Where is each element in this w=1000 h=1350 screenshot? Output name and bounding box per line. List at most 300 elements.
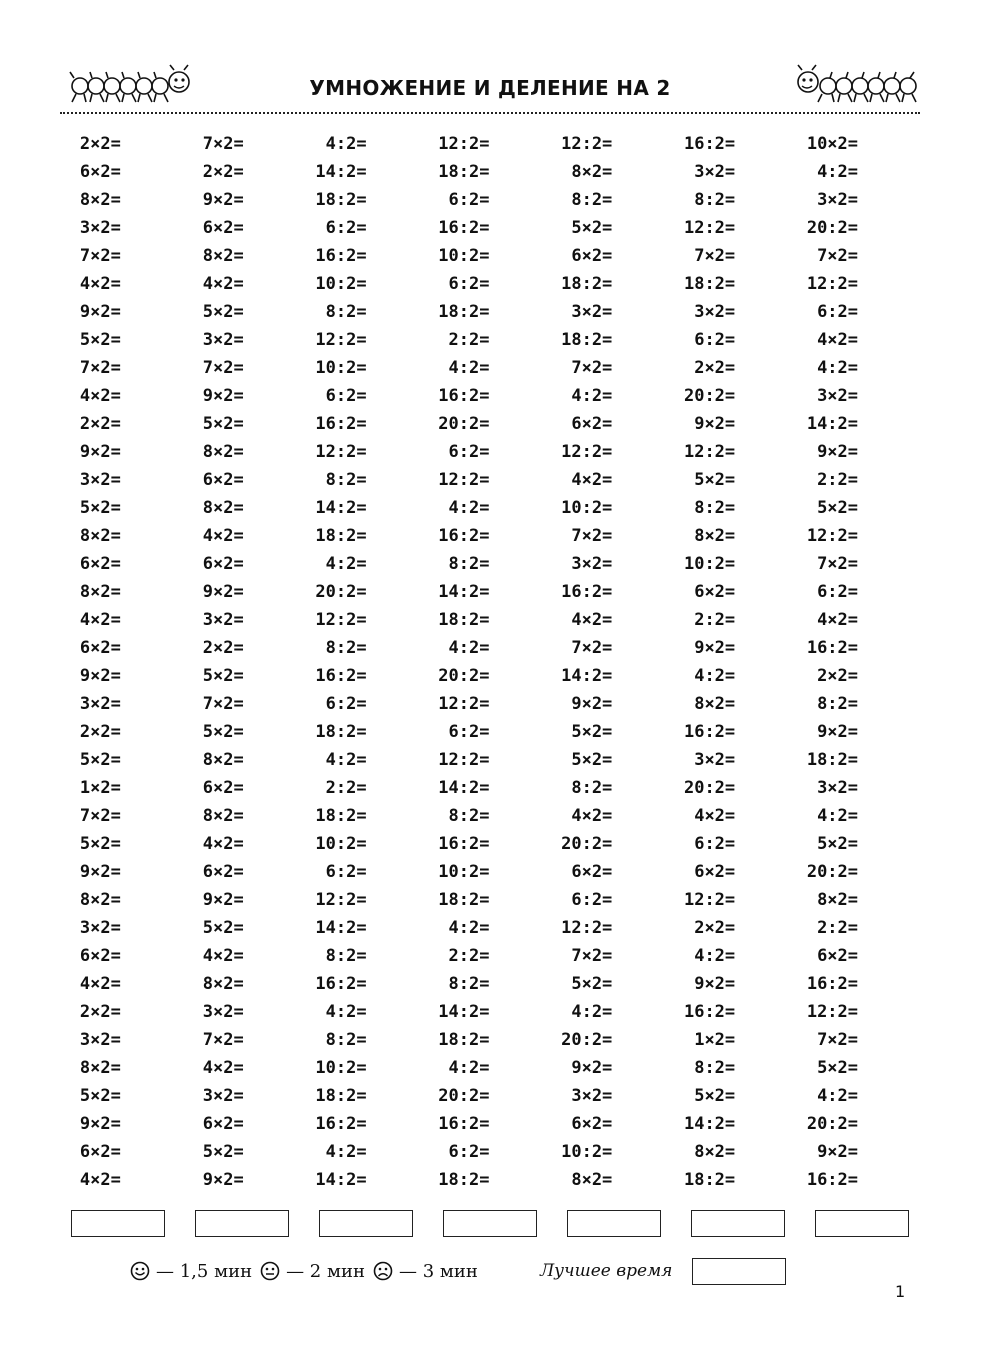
exercise-item: 6:2= (448, 442, 490, 462)
exercise-item: 20:2= (806, 862, 859, 882)
exercise-item: 10:2= (561, 498, 613, 518)
exercise-item: 6×2= (79, 946, 121, 966)
exercise-item: 7×2= (202, 358, 244, 378)
exercise-item: 4:2= (817, 1086, 859, 1106)
exercise-item: 6:2= (571, 890, 613, 910)
exercise-item: 8:2= (448, 554, 490, 574)
legend-text: — 1,5 мин (156, 1260, 253, 1282)
exercise-item: 7×2= (79, 246, 121, 266)
best-time (540, 1256, 786, 1286)
exercise-item: 2:2= (694, 610, 736, 630)
answer-box[interactable] (443, 1210, 537, 1237)
smile-face-icon (130, 1261, 150, 1281)
exercise-row (60, 578, 920, 606)
exercise-row (60, 550, 920, 578)
exercise-item: 4:2= (571, 1002, 613, 1022)
exercise-item: 16:2= (438, 1114, 490, 1134)
exercise-item: 5×2= (571, 750, 613, 770)
exercise-row (60, 774, 920, 802)
exercise-item: 10:2= (438, 246, 490, 266)
exercise-item: 6×2= (694, 862, 736, 882)
exercise-item: 3×2= (79, 470, 121, 490)
exercise-item: 6:2= (817, 302, 859, 322)
exercise-item: 4×2= (79, 1170, 121, 1190)
exercise-row (60, 858, 920, 886)
exercise-item: 9×2= (817, 442, 859, 462)
exercise-item: 12:2= (315, 610, 367, 630)
exercise-item: 5×2= (202, 666, 244, 686)
exercise-item: 3×2= (202, 610, 244, 630)
exercise-item: 3×2= (817, 386, 859, 406)
exercise-item: 8×2= (202, 442, 244, 462)
exercise-item: 6×2= (202, 554, 244, 574)
exercise-item: 8×2= (571, 162, 613, 182)
exercise-row (60, 214, 920, 242)
exercise-item: 16:2= (806, 974, 859, 994)
best-time-box[interactable] (692, 1258, 786, 1285)
exercise-item: 3×2= (817, 190, 859, 210)
exercise-item: 12:2= (315, 442, 367, 462)
sad-face-icon (373, 1261, 393, 1281)
header-divider (60, 112, 920, 114)
exercise-row (60, 830, 920, 858)
exercise-item: 14:2= (438, 1002, 490, 1022)
exercise-item: 12:2= (683, 442, 736, 462)
exercise-item: 4:2= (325, 554, 367, 574)
exercise-item: 5×2= (694, 1086, 736, 1106)
exercise-item: 8×2= (202, 498, 244, 518)
exercise-item: 4:2= (325, 1002, 367, 1022)
exercise-item: 3×2= (694, 302, 736, 322)
exercise-row (60, 522, 920, 550)
exercise-row (60, 606, 920, 634)
exercise-row (60, 186, 920, 214)
exercise-row (60, 382, 920, 410)
exercise-row (60, 998, 920, 1026)
exercise-item: 2×2= (694, 918, 736, 938)
exercise-item: 9×2= (817, 1142, 859, 1162)
exercise-item: 20:2= (315, 582, 367, 602)
exercise-item: 8:2= (571, 778, 613, 798)
exercise-item: 7×2= (79, 358, 121, 378)
exercise-item: 4:2= (817, 162, 859, 182)
time-legend (130, 1256, 486, 1286)
exercise-item: 7×2= (202, 694, 244, 714)
answer-box[interactable] (71, 1210, 165, 1237)
exercise-item: 5×2= (202, 1142, 244, 1162)
exercise-item: 6×2= (817, 946, 859, 966)
exercise-item: 5×2= (202, 918, 244, 938)
exercise-item: 8:2= (817, 694, 859, 714)
exercise-item: 2:2= (448, 946, 490, 966)
exercise-item: 14:2= (438, 582, 490, 602)
exercise-item: 4×2= (571, 806, 613, 826)
exercise-item: 4:2= (817, 806, 859, 826)
exercise-item: 5×2= (79, 498, 121, 518)
exercise-row (60, 1054, 920, 1082)
exercise-item: 12:2= (561, 442, 613, 462)
exercise-item: 4:2= (325, 1142, 367, 1162)
exercise-item: 8:2= (325, 638, 367, 658)
exercise-item: 4×2= (571, 610, 613, 630)
exercise-item: 4:2= (448, 498, 490, 518)
exercise-item: 8×2= (202, 750, 244, 770)
exercise-item: 10:2= (438, 862, 490, 882)
exercise-item: 8×2= (202, 974, 244, 994)
exercise-row (60, 746, 920, 774)
exercise-item: 10:2= (315, 358, 367, 378)
exercise-item: 8×2= (202, 246, 244, 266)
exercise-row (60, 1166, 920, 1194)
exercise-item: 16:2= (315, 414, 367, 434)
exercise-item: 6×2= (571, 414, 613, 434)
exercise-item: 10:2= (315, 834, 367, 854)
exercise-item: 5×2= (694, 470, 736, 490)
exercise-row (60, 718, 920, 746)
exercise-item: 20:2= (438, 666, 490, 686)
exercise-row (60, 326, 920, 354)
exercise-item: 9×2= (79, 862, 121, 882)
exercise-item: 14:2= (683, 1114, 736, 1134)
exercise-row (60, 942, 920, 970)
exercise-item: 6×2= (571, 246, 613, 266)
exercise-item: 2×2= (694, 358, 736, 378)
exercise-row (60, 1026, 920, 1054)
exercise-item: 1×2= (694, 1030, 736, 1050)
exercise-item: 5×2= (79, 330, 121, 350)
exercise-item: 18:2= (561, 274, 613, 294)
exercise-item: 20:2= (683, 386, 736, 406)
exercise-item: 9×2= (79, 302, 121, 322)
exercise-item: 16:2= (315, 246, 367, 266)
exercise-item: 12:2= (683, 890, 736, 910)
exercise-item: 16:2= (315, 666, 367, 686)
exercise-item: 12:2= (315, 890, 367, 910)
exercise-item: 6×2= (571, 862, 613, 882)
exercise-item: 9×2= (202, 190, 244, 210)
exercise-item: 4×2= (79, 386, 121, 406)
exercise-item: 2:2= (817, 470, 859, 490)
exercise-item: 5×2= (202, 302, 244, 322)
exercise-item: 4:2= (448, 638, 490, 658)
exercise-item: 5×2= (817, 1058, 859, 1078)
exercise-item: 9×2= (202, 1170, 244, 1190)
exercise-item: 6:2= (448, 274, 490, 294)
exercise-item: 4×2= (202, 274, 244, 294)
exercise-item: 18:2= (438, 610, 490, 630)
exercise-item: 8×2= (79, 1058, 121, 1078)
exercise-item: 8:2= (694, 498, 736, 518)
exercise-row (60, 1138, 920, 1166)
exercise-item: 1×2= (79, 778, 121, 798)
exercise-item: 18:2= (683, 1170, 736, 1190)
exercise-item: 6×2= (79, 1142, 121, 1162)
exercise-item: 14:2= (315, 498, 367, 518)
exercise-item: 18:2= (438, 1030, 490, 1050)
exercise-item: 9×2= (202, 386, 244, 406)
exercise-item: 2:2= (817, 918, 859, 938)
exercise-item: 8×2= (817, 890, 859, 910)
exercise-item: 3×2= (202, 1086, 244, 1106)
exercise-item: 6×2= (202, 218, 244, 238)
exercise-item: 5×2= (571, 974, 613, 994)
exercise-item: 4:2= (694, 946, 736, 966)
exercise-item: 7×2= (694, 246, 736, 266)
exercise-item: 14:2= (315, 162, 367, 182)
answer-box[interactable] (567, 1210, 661, 1237)
legend-text: — 2 мин (286, 1260, 365, 1282)
exercise-item: 16:2= (438, 526, 490, 546)
exercise-item: 3×2= (79, 694, 121, 714)
exercise-item: 9×2= (694, 638, 736, 658)
exercise-item: 8×2= (202, 806, 244, 826)
exercise-row (60, 354, 920, 382)
exercise-item: 8:2= (571, 190, 613, 210)
exercise-item: 6:2= (448, 1142, 490, 1162)
exercise-item: 6:2= (325, 218, 367, 238)
exercise-item: 7×2= (202, 134, 244, 154)
exercise-item: 6×2= (202, 778, 244, 798)
answer-box[interactable] (691, 1210, 785, 1237)
exercise-item: 7×2= (817, 1030, 859, 1050)
exercise-item: 14:2= (438, 778, 490, 798)
exercise-item: 6×2= (202, 1114, 244, 1134)
exercise-item: 4:2= (325, 134, 367, 154)
exercise-item: 4×2= (817, 330, 859, 350)
exercise-item: 8×2= (79, 190, 121, 210)
exercise-item: 8×2= (79, 890, 121, 910)
exercise-item: 18:2= (438, 1170, 490, 1190)
exercise-item: 16:2= (438, 218, 490, 238)
exercise-item: 7×2= (79, 806, 121, 826)
exercise-item: 3×2= (202, 330, 244, 350)
exercise-item: 4:2= (448, 358, 490, 378)
exercise-row (60, 1110, 920, 1138)
exercise-item: 5×2= (571, 218, 613, 238)
exercise-item: 6×2= (694, 582, 736, 602)
exercise-item: 4×2= (571, 470, 613, 490)
exercise-item: 18:2= (683, 274, 736, 294)
exercise-item: 12:2= (438, 750, 490, 770)
exercise-grid (60, 130, 920, 1194)
exercise-item: 6×2= (79, 162, 121, 182)
exercise-item: 8:2= (694, 190, 736, 210)
exercise-item: 18:2= (561, 330, 613, 350)
exercise-item: 9×2= (79, 666, 121, 686)
legend-text: — 3 мин (398, 1260, 478, 1282)
answer-box[interactable] (319, 1210, 413, 1237)
answer-box[interactable] (195, 1210, 289, 1237)
exercise-item: 8:2= (325, 946, 367, 966)
exercise-item: 2×2= (79, 414, 121, 434)
exercise-item: 3×2= (79, 1030, 121, 1050)
neutral-face-icon (260, 1261, 280, 1281)
exercise-item: 12:2= (438, 134, 490, 154)
exercise-row (60, 914, 920, 942)
exercise-item: 8:2= (325, 470, 367, 490)
exercise-item: 6:2= (448, 190, 490, 210)
exercise-row (60, 886, 920, 914)
exercise-item: 9×2= (79, 442, 121, 462)
exercise-item: 4×2= (694, 806, 736, 826)
exercise-row (60, 130, 920, 158)
exercise-item: 20:2= (438, 1086, 490, 1106)
exercise-item: 6:2= (694, 834, 736, 854)
exercise-item: 4:2= (325, 750, 367, 770)
exercise-item: 8×2= (694, 694, 736, 714)
page-header (60, 64, 920, 114)
exercise-item: 9×2= (694, 974, 736, 994)
exercise-item: 3×2= (79, 218, 121, 238)
exercise-item: 6×2= (79, 638, 121, 658)
exercise-item: 2×2= (202, 638, 244, 658)
exercise-item: 20:2= (806, 218, 859, 238)
exercise-item: 10:2= (315, 274, 367, 294)
exercise-item: 4×2= (202, 526, 244, 546)
exercise-item: 12:2= (561, 918, 613, 938)
exercise-item: 14:2= (806, 414, 859, 434)
exercise-item: 8×2= (79, 526, 121, 546)
exercise-item: 2:2= (325, 778, 367, 798)
exercise-item: 9×2= (694, 414, 736, 434)
exercise-item: 6:2= (325, 694, 367, 714)
exercise-item: 10:2= (315, 1058, 367, 1078)
exercise-item: 18:2= (315, 526, 367, 546)
exercise-item: 18:2= (438, 302, 490, 322)
exercise-item: 18:2= (315, 722, 367, 742)
exercise-item: 6:2= (817, 582, 859, 602)
exercise-item: 5×2= (817, 834, 859, 854)
exercise-item: 4×2= (202, 1058, 244, 1078)
exercise-item: 4×2= (817, 610, 859, 630)
exercise-item: 5×2= (79, 1086, 121, 1106)
exercise-item: 7×2= (817, 554, 859, 574)
exercise-item: 12:2= (315, 330, 367, 350)
exercise-item: 18:2= (806, 750, 859, 770)
exercise-item: 20:2= (806, 1114, 859, 1134)
exercise-item: 8:2= (325, 1030, 367, 1050)
exercise-item: 5×2= (79, 834, 121, 854)
page-number: 1 (895, 1282, 906, 1301)
exercise-item: 7×2= (571, 358, 613, 378)
exercise-item: 4×2= (79, 274, 121, 294)
best-time-label: Лучшее время (540, 1261, 673, 1281)
exercise-item: 8:2= (448, 806, 490, 826)
exercise-item: 8×2= (694, 1142, 736, 1162)
exercise-item: 5×2= (202, 722, 244, 742)
exercise-item: 12:2= (438, 470, 490, 490)
answer-boxes (71, 1210, 911, 1240)
exercise-item: 4:2= (817, 358, 859, 378)
exercise-item: 10:2= (561, 1142, 613, 1162)
exercise-item: 9×2= (79, 1114, 121, 1134)
answer-box[interactable] (815, 1210, 909, 1237)
exercise-item: 5×2= (817, 498, 859, 518)
exercise-item: 6:2= (448, 722, 490, 742)
exercise-item: 2×2= (79, 722, 121, 742)
exercise-item: 5×2= (79, 750, 121, 770)
exercise-item: 4×2= (202, 834, 244, 854)
exercise-item: 6:2= (325, 386, 367, 406)
exercise-item: 3×2= (694, 162, 736, 182)
exercise-item: 16:2= (683, 722, 736, 742)
exercise-item: 2×2= (79, 1002, 121, 1022)
exercise-item: 5×2= (571, 722, 613, 742)
exercise-item: 4×2= (202, 946, 244, 966)
exercise-item: 9×2= (571, 694, 613, 714)
exercise-item: 16:2= (561, 582, 613, 602)
exercise-item: 18:2= (438, 890, 490, 910)
exercise-row (60, 1082, 920, 1110)
exercise-row (60, 158, 920, 186)
exercise-item: 6:2= (694, 330, 736, 350)
exercise-item: 2×2= (79, 134, 121, 154)
exercise-item: 18:2= (315, 190, 367, 210)
exercise-item: 18:2= (438, 162, 490, 182)
exercise-item: 3×2= (202, 1002, 244, 1022)
exercise-item: 12:2= (438, 694, 490, 714)
exercise-item: 7×2= (571, 526, 613, 546)
exercise-item: 4×2= (79, 974, 121, 994)
exercise-item: 3×2= (79, 918, 121, 938)
exercise-item: 16:2= (806, 1170, 859, 1190)
exercise-item: 4:2= (571, 386, 613, 406)
exercise-item: 9×2= (571, 1058, 613, 1078)
exercise-item: 18:2= (315, 1086, 367, 1106)
exercise-item: 8×2= (571, 1170, 613, 1190)
exercise-item: 9×2= (202, 890, 244, 910)
exercise-item: 12:2= (806, 526, 859, 546)
exercise-item: 4:2= (694, 666, 736, 686)
exercise-item: 7×2= (571, 946, 613, 966)
exercise-item: 20:2= (561, 834, 613, 854)
exercise-item: 4:2= (448, 1058, 490, 1078)
exercise-item: 6×2= (571, 1114, 613, 1134)
exercise-item: 8×2= (79, 582, 121, 602)
exercise-item: 4×2= (79, 610, 121, 630)
exercise-item: 14:2= (315, 1170, 367, 1190)
exercise-row (60, 438, 920, 466)
exercise-item: 16:2= (438, 834, 490, 854)
exercise-item: 20:2= (561, 1030, 613, 1050)
exercise-item: 7×2= (202, 1030, 244, 1050)
caterpillar-icon (790, 64, 920, 108)
exercise-item: 3×2= (571, 554, 613, 574)
exercise-item: 2×2= (817, 666, 859, 686)
exercise-item: 8:2= (448, 974, 490, 994)
exercise-item: 12:2= (806, 274, 859, 294)
exercise-row (60, 634, 920, 662)
exercise-item: 6×2= (202, 862, 244, 882)
exercise-item: 20:2= (438, 414, 490, 434)
exercise-item: 16:2= (683, 134, 736, 154)
exercise-row (60, 662, 920, 690)
page-title: УМНОЖЕНИЕ И ДЕЛЕНИЕ НА 2 (309, 76, 671, 100)
exercise-item: 16:2= (683, 1002, 736, 1022)
exercise-item: 6×2= (79, 554, 121, 574)
exercise-item: 16:2= (806, 638, 859, 658)
exercise-item: 8×2= (694, 526, 736, 546)
exercise-item: 16:2= (315, 1114, 367, 1134)
exercise-item: 8:2= (694, 1058, 736, 1078)
exercise-item: 12:2= (683, 218, 736, 238)
exercise-row (60, 242, 920, 270)
exercise-item: 2×2= (202, 162, 244, 182)
exercise-item: 6:2= (325, 862, 367, 882)
exercise-item: 7×2= (817, 246, 859, 266)
exercise-row (60, 410, 920, 438)
exercise-item: 3×2= (571, 302, 613, 322)
